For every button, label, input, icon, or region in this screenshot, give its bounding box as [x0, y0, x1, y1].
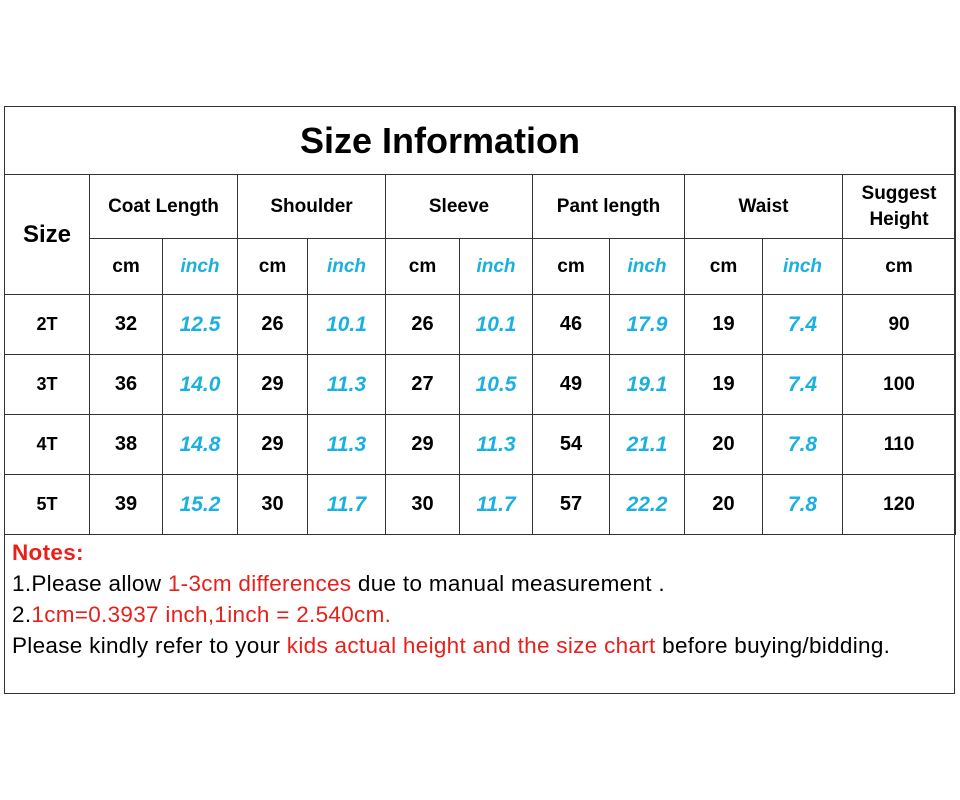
unit-cm: cm	[238, 239, 308, 295]
note-line-2: 2.1cm=0.3937 inch,1inch = 2.540cm.	[12, 602, 392, 627]
size-table	[4, 106, 956, 535]
table-cell: 10.5	[460, 355, 533, 415]
table-cell: 46	[533, 295, 610, 355]
size-label: 4T	[5, 415, 90, 475]
sleeve-header: Sleeve	[386, 175, 533, 239]
table-cell: 27	[386, 355, 460, 415]
table-cell: 110	[843, 415, 956, 475]
table-cell: 39	[90, 475, 163, 535]
table-cell: 12.5	[163, 295, 238, 355]
table-cell: 14.0	[163, 355, 238, 415]
pant-length-header: Pant length	[533, 175, 685, 239]
table-cell: 7.8	[763, 475, 843, 535]
table-cell: 38	[90, 415, 163, 475]
notes-title: Notes:	[12, 540, 84, 565]
table-cell: 19	[685, 355, 763, 415]
size-label: 5T	[5, 475, 90, 535]
table-cell: 20	[685, 415, 763, 475]
table-cell: 36	[90, 355, 163, 415]
table-cell: 29	[238, 415, 308, 475]
table-cell: 10.1	[308, 295, 386, 355]
shoulder-header: Shoulder	[238, 175, 386, 239]
table-row	[5, 295, 956, 355]
table-cell: 17.9	[610, 295, 685, 355]
table-cell: 7.8	[763, 415, 843, 475]
table-cell: 11.7	[308, 475, 386, 535]
note-line-1: 1.Please allow 1-3cm differences due to manual measurement .	[12, 571, 665, 596]
table-cell: 29	[238, 355, 308, 415]
table-cell: 11.3	[308, 355, 386, 415]
table-cell: 19.1	[610, 355, 685, 415]
unit-inch: inch	[610, 239, 685, 295]
notes-section	[12, 537, 952, 661]
table-row	[5, 415, 956, 475]
table-cell: 54	[533, 415, 610, 475]
table-cell: 90	[843, 295, 956, 355]
unit-cm: cm	[90, 239, 163, 295]
size-label: 3T	[5, 355, 90, 415]
table-cell: 11.3	[460, 415, 533, 475]
table-cell: 57	[533, 475, 610, 535]
table-cell: 32	[90, 295, 163, 355]
unit-inch: inch	[460, 239, 533, 295]
table-cell: 20	[685, 475, 763, 535]
unit-cm: cm	[843, 239, 956, 295]
unit-cm: cm	[685, 239, 763, 295]
table-row	[5, 355, 956, 415]
table-cell: 30	[238, 475, 308, 535]
table-cell: 30	[386, 475, 460, 535]
note-line-3: Please kindly refer to your kids actual height and the size chart before buying/bidding.	[12, 633, 891, 658]
table-cell: 26	[238, 295, 308, 355]
table-cell: 120	[843, 475, 956, 535]
suggest-height-header: Suggest Height	[843, 175, 956, 239]
waist-header: Waist	[685, 175, 843, 239]
unit-cm: cm	[533, 239, 610, 295]
table-cell: 19	[685, 295, 763, 355]
table-cell: 15.2	[163, 475, 238, 535]
size-label: 2T	[5, 295, 90, 355]
table-cell: 14.8	[163, 415, 238, 475]
table-cell: 11.3	[308, 415, 386, 475]
unit-inch: inch	[163, 239, 238, 295]
size-chart	[4, 106, 955, 694]
table-cell: 11.7	[460, 475, 533, 535]
unit-inch: inch	[763, 239, 843, 295]
table-cell: 7.4	[763, 355, 843, 415]
table-cell: 49	[533, 355, 610, 415]
coat-length-header: Coat Length	[90, 175, 238, 239]
table-cell: 29	[386, 415, 460, 475]
unit-inch: inch	[308, 239, 386, 295]
table-cell: 10.1	[460, 295, 533, 355]
table-cell: 26	[386, 295, 460, 355]
unit-cm: cm	[386, 239, 460, 295]
table-cell: 7.4	[763, 295, 843, 355]
table-row	[5, 475, 956, 535]
table-cell: 21.1	[610, 415, 685, 475]
chart-title: Size Information	[5, 107, 956, 175]
size-column-header: Size	[5, 175, 90, 295]
table-cell: 100	[843, 355, 956, 415]
table-cell: 22.2	[610, 475, 685, 535]
